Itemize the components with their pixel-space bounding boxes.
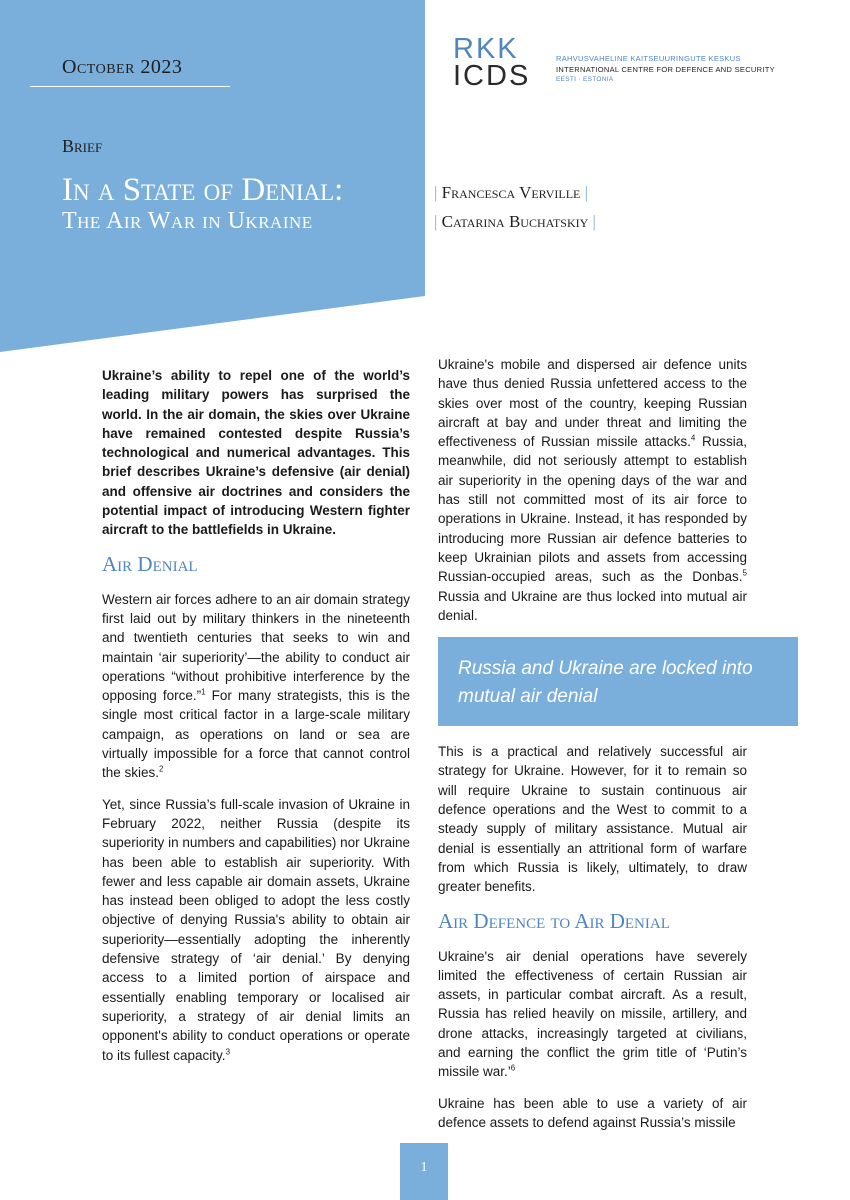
paragraph-text: Ukraine's air denial operations have severely limited the effectiveness of certain Russian air assets, in particular combat aircraft. As a result, Russia has relied heavily on missile, artillery, and drone attacks, increasingly targeted at civilians, and earning the conflict the grim title of ‘Putin’s missile war.’: [438, 948, 747, 1080]
paragraph-text: Russia and Ukraine are thus locked into mutual air denial.: [438, 588, 747, 623]
paragraph-text: Yet, since Russia’s full-scale invasion of Ukraine in February 2022, neither Russia (despite its superiority in numbers and capabilities) nor Ukraine has been able to establish air superiority. With fewer and less capable air domain assets, Ukraine has instead been obliged to adopt the less costly objective of denying Russia's ability to obtain air superiority—essentially adopting the inherently defensive strategy of ‘air denial.’ By denying access to a limited portion of airspace and essentially enabling temporary or localised air superiority, a strategy of air denial limits an opponent's ability to conduct operations or operate to its fullest capacity.: [102, 796, 410, 1063]
author-line: [434, 207, 596, 236]
author-separator: |: [434, 183, 438, 202]
title-line-2: The Air War in Ukraine: [62, 208, 313, 235]
title-line-1: In a State of Denial:: [62, 172, 344, 208]
left-column: [102, 366, 410, 1077]
logo-country: EESTI · ESTONIA: [556, 76, 614, 83]
footnote-ref[interactable]: 4: [690, 433, 696, 443]
pull-quote: Russia and Ukraine are locked into mutual air denial: [438, 637, 798, 726]
body-paragraph: [102, 590, 410, 783]
logo-mark-icds: ICDS: [453, 60, 531, 92]
footnote-ref[interactable]: 5: [742, 568, 747, 578]
page-title: [62, 172, 343, 235]
footnote-ref[interactable]: 1: [201, 687, 206, 697]
body-paragraph: [438, 355, 747, 625]
body-paragraph: [438, 947, 747, 1082]
body-paragraph: [102, 795, 410, 1065]
lead-paragraph: Ukraine’s ability to repel one of the world’s leading military powers has surprised the world. In the air domain, the skies over Ukraine have remained contested despite Russia’s technological and numerical advantages. This brief describes Ukraine’s defensive (air denial) and offensive air doctrines and considers the potential impact of introducing Western fighter aircraft to the battlefields in Ukraine.: [102, 368, 410, 538]
logo-text: [556, 53, 806, 84]
page-number: 1: [400, 1143, 448, 1200]
paragraph-text: Russia, meanwhile, did not seriously attempt to establish air superiority in the opening days of the war and has still not committed most of its air force to operations in Ukraine. Instead, it has responded by introducing more Russian air defence batteries to keep Ukrainian pilots and assets from accessing Russian-occupied areas, such as the Donbas.: [438, 434, 747, 585]
paragraph-text: Western air forces adhere to an air domain strategy first laid out by military thinkers in the nineteenth and twentieth centuries that seeks to win and maintain ‘air superiority’—the ability to conduct air operations “without prohibitive interference by the opposing force.”: [102, 591, 410, 704]
section-heading-air-defence: Air Defence to Air Denial: [438, 908, 670, 933]
author-name: Catarina Buchatskiy: [441, 212, 589, 231]
publication-date: October 2023: [62, 56, 183, 78]
author-separator: |: [434, 212, 438, 231]
icds-logo: [453, 33, 775, 92]
author-name: Francesca Verville: [441, 183, 581, 202]
document-type-label: Brief: [62, 136, 103, 156]
section-heading-air-denial: Air Denial: [102, 551, 198, 576]
date-divider: [30, 86, 230, 87]
author-separator: |: [592, 212, 596, 231]
footnote-ref[interactable]: 3: [225, 1047, 231, 1056]
author-list: [434, 178, 596, 236]
footnote-ref[interactable]: 2: [159, 764, 164, 774]
logo-name-estonian: RAHVUSVAHELINE KAITSEUURINGUTE KESKUS: [556, 54, 741, 63]
paragraph-text: For many strategists, this is the single most critical factor in a large-scale military campaign, as operations on land or sea are virtually impossible for a force that cannot control the skies.: [102, 688, 411, 781]
logo-name-english: INTERNATIONAL CENTRE FOR DEFENCE AND SECURITY: [556, 65, 775, 74]
body-paragraph: This is a practical and relatively successful air strategy for Ukraine. However, for it to remain so will require Ukraine to sustain continuous air defence operations and the West to commit to a steady supply of military assistance. Mutual air denial is essentially an attritional form of warfare from which Russia is likely, ultimately, to draw greater benefits.: [438, 744, 747, 895]
author-separator: |: [584, 183, 589, 202]
right-column: [438, 355, 753, 1144]
paragraph-text: Ukraine's mobile and dispersed air defence units have thus denied Russia unfettered access to the skies over most of the country, keeping Russian aircraft at bay and under threat and limiting the effectiveness of Russian missile attacks.: [438, 357, 747, 450]
author-line: [434, 178, 596, 207]
logo-mark: [453, 33, 531, 92]
body-paragraph: Ukraine has been able to use a variety of air defence assets to defend against Russia’s missile: [438, 1095, 747, 1130]
logo-mark-rkk: RKK: [453, 33, 519, 65]
footnote-ref[interactable]: 6: [510, 1063, 516, 1073]
